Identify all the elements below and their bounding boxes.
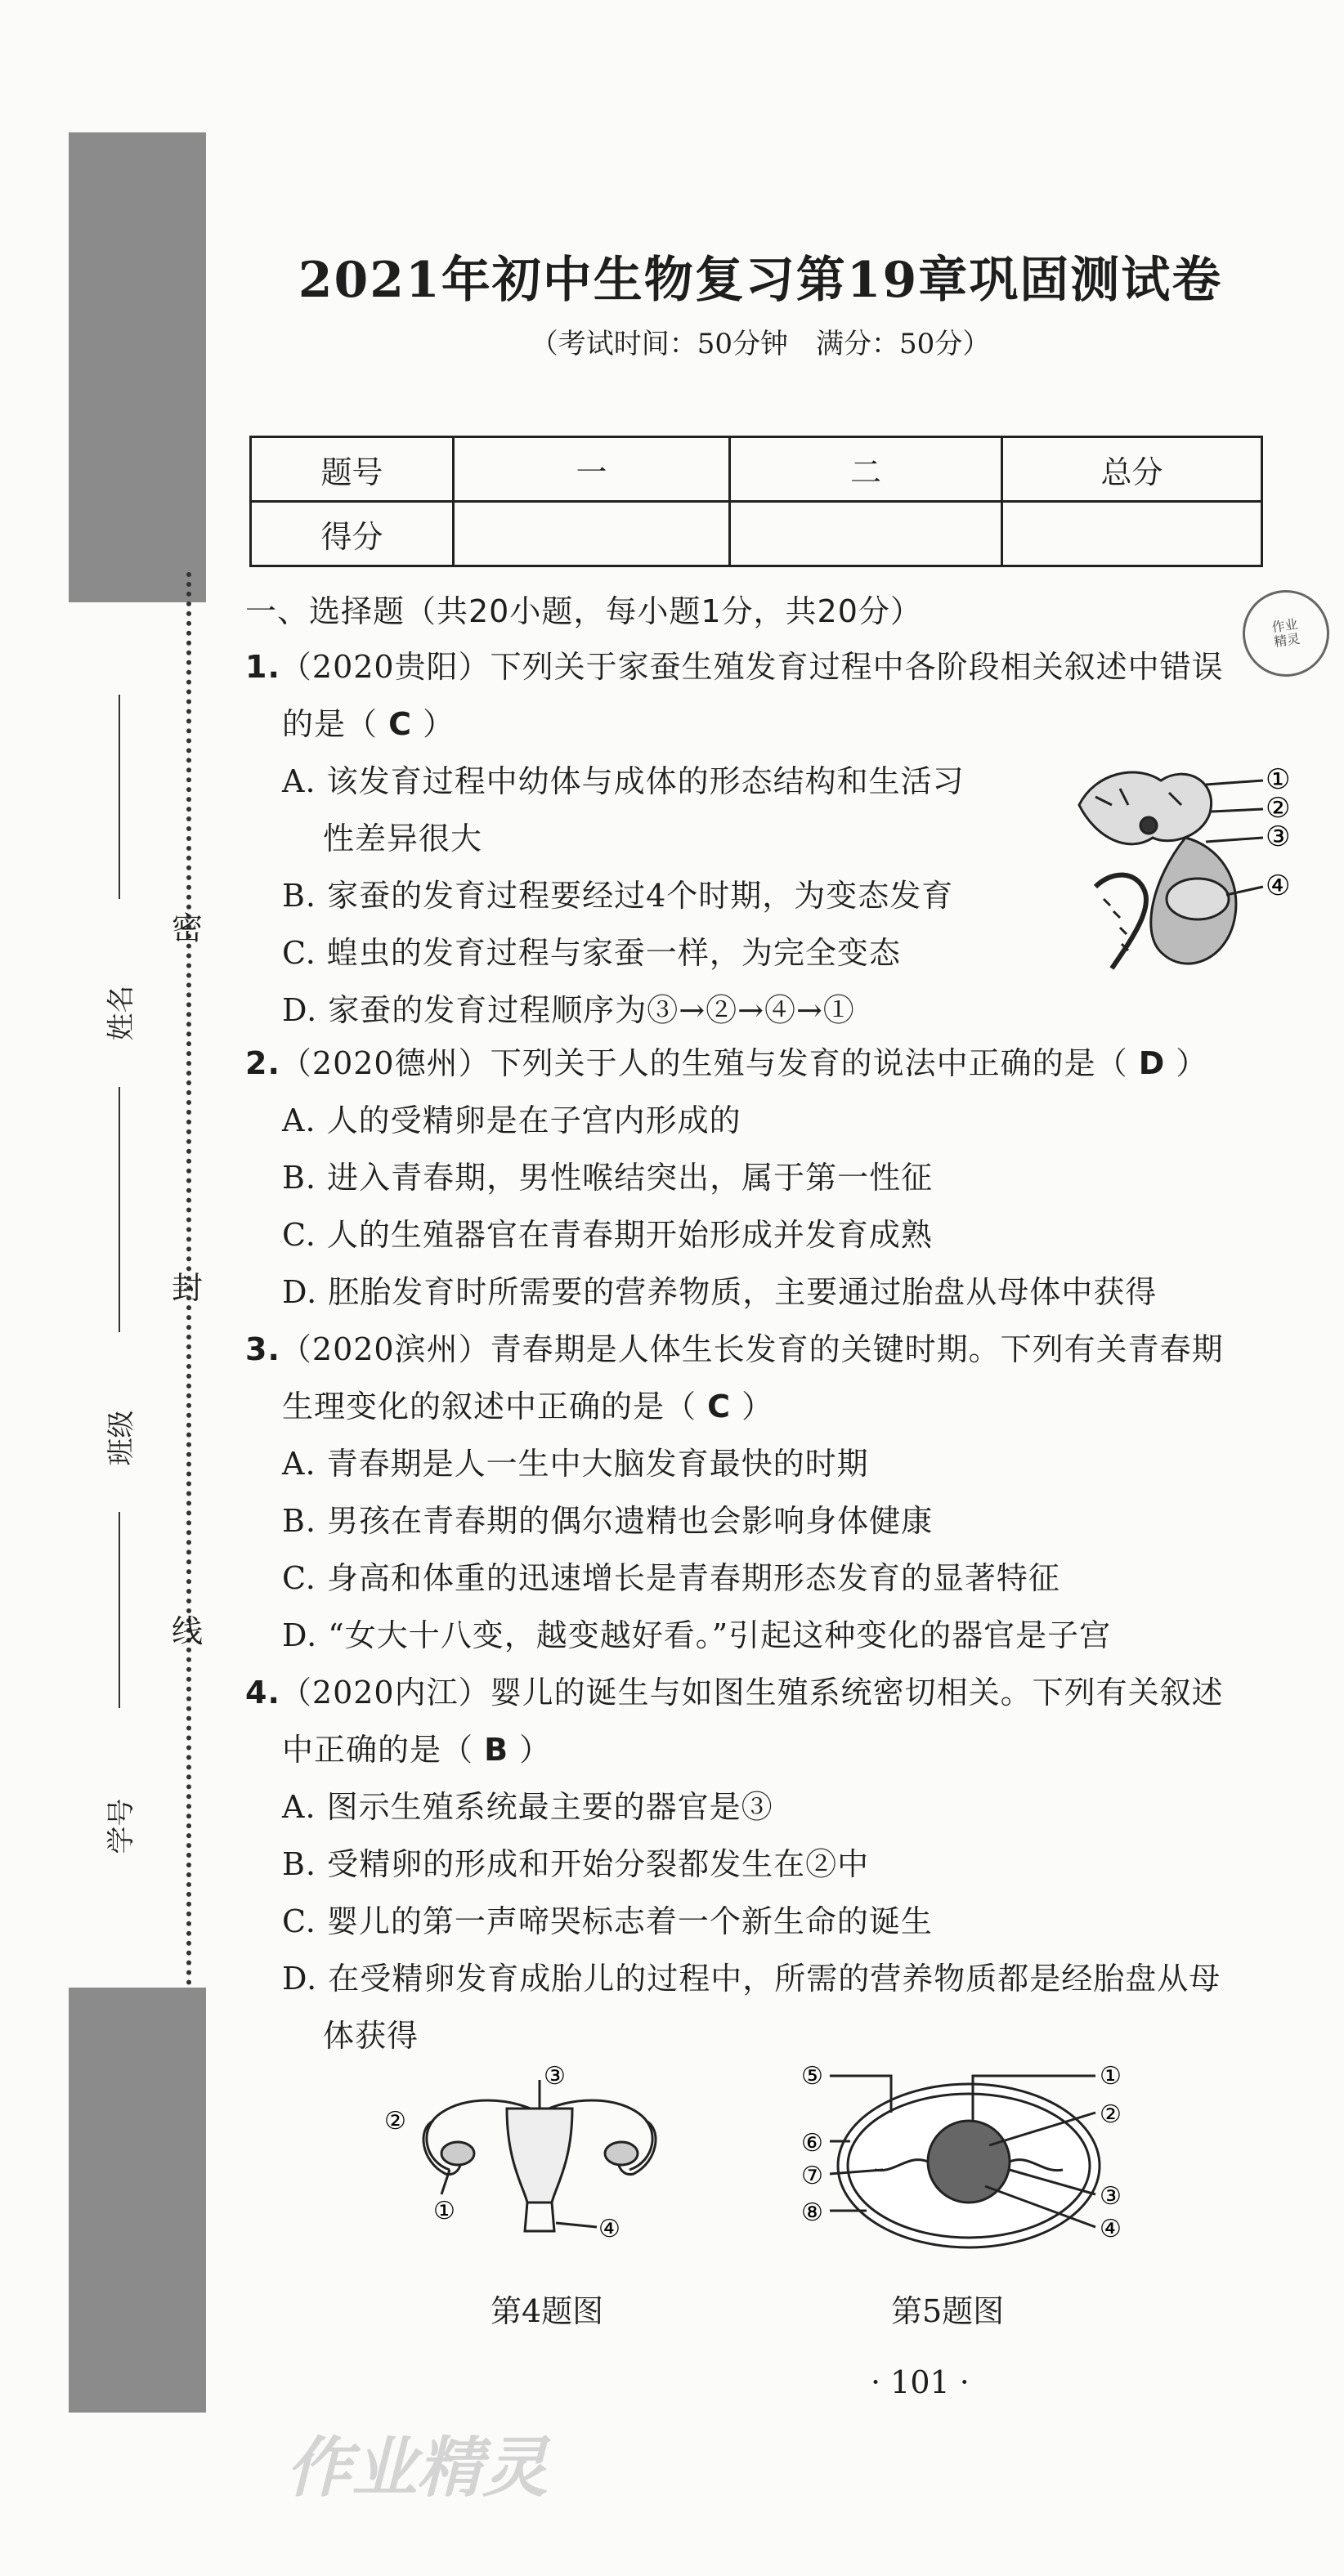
q1-option-b: B. 家蚕的发育过程要经过4个时期，为变态发育 xyxy=(282,878,954,914)
figure-label: ③ xyxy=(1266,821,1291,853)
question-text: ） xyxy=(519,1732,552,1768)
question-1-stem xyxy=(245,642,1224,686)
score-table-score-row xyxy=(251,502,1262,566)
q4-option-b: B. 受精卵的形成和开始分裂都发生在②中 xyxy=(282,1846,870,1882)
figure-label: ⑧ xyxy=(801,2198,823,2227)
question-text: （2020贵阳）下列关于家蚕生殖发育过程中各阶段相关叙述中错误 xyxy=(280,649,1224,685)
question-text: ） xyxy=(423,706,455,742)
field-label-name: 姓名 xyxy=(105,985,138,1041)
section-heading: 一、选择题（共20小题，每小题1分，共20分） xyxy=(245,593,922,629)
question-number: 2. xyxy=(245,1045,280,1081)
question-3-stem xyxy=(245,1324,1224,1369)
figure-label: ⑤ xyxy=(801,2062,823,2091)
question-number: 3. xyxy=(245,1331,280,1367)
figure-label: ② xyxy=(1266,792,1291,825)
q1-option-d: D. 家蚕的发育过程顺序为③→②→④→① xyxy=(282,992,855,1028)
binding-gray-block-bottom xyxy=(69,1988,206,2413)
stamp-seal xyxy=(1237,584,1335,682)
score-cell[interactable] xyxy=(1002,502,1262,566)
question-text: ） xyxy=(1176,1045,1208,1081)
score-row-label: 得分 xyxy=(251,502,454,566)
q4-option-d-cont: 体获得 xyxy=(323,2018,419,2054)
figure-5-caption: 第5题图 xyxy=(891,2293,1005,2329)
score-header-cell: 总分 xyxy=(1002,437,1262,502)
q3-option-d: D. “女大十八变，越变越好看。”引起这种变化的器官是子宫 xyxy=(282,1617,1112,1653)
question-4-stem-cont xyxy=(282,1724,551,1769)
q1-option-a: A. 该发育过程中幼体与成体的形态结构和生活习 xyxy=(282,763,965,799)
answer-mark: C xyxy=(707,1389,731,1424)
field-label-class: 班级 xyxy=(105,1410,138,1466)
question-text: （2020德州）下列关于人的生殖与发育的说法中正确的是（ xyxy=(280,1045,1128,1081)
stamp-text: 作业 精灵 xyxy=(1270,615,1301,651)
q1-option-a-cont: 性差异很大 xyxy=(323,821,483,856)
question-4-stem xyxy=(245,1667,1224,1712)
q4-option-c: C. 婴儿的第一声啼哭标志着一个新生命的诞生 xyxy=(282,1903,933,1939)
seal-char-xian: 线 xyxy=(172,1613,204,1649)
q3-option-c: C. 身高和体重的迅速增长是青春期形态发育的显著特征 xyxy=(282,1560,1060,1596)
score-cell[interactable] xyxy=(730,502,1002,566)
figure-label: ④ xyxy=(598,2215,620,2243)
figure-label: ⑦ xyxy=(801,2162,823,2190)
figure-4-caption: 第4题图 xyxy=(491,2293,604,2329)
watermark: 作业精灵 xyxy=(286,2430,548,2506)
figure-label: ① xyxy=(1100,2062,1122,2091)
answer-mark: D xyxy=(1138,1045,1166,1081)
q3-option-b: B. 男孩在青春期的偶尔遗精也会影响身体健康 xyxy=(282,1503,934,1539)
score-header-cell: 二 xyxy=(730,437,1002,502)
figure-label: ③ xyxy=(1100,2182,1122,2211)
binding-gray-block-top xyxy=(69,132,206,602)
question-2-stem xyxy=(245,1038,1207,1083)
q2-option-d: D. 胚胎发育时所需要的营养物质，主要通过胎盘从母体中获得 xyxy=(282,1274,1158,1310)
figure-label: ④ xyxy=(1100,2215,1122,2243)
q4-option-d: D. 在受精卵发育成胎儿的过程中，所需的营养物质都是经胎盘从母 xyxy=(282,1961,1221,1997)
figure-label: ④ xyxy=(1266,870,1291,902)
female-reproductive-system-figure xyxy=(384,2064,695,2252)
figure-label: ① xyxy=(433,2197,455,2225)
question-text: 生理变化的叙述中正确的是（ xyxy=(282,1389,697,1424)
figure-label: ③ xyxy=(544,2064,566,2091)
q4-option-a: A. 图示生殖系统最主要的器官是③ xyxy=(282,1789,773,1825)
page-number: · 101 · xyxy=(871,2364,970,2400)
figure-label: ② xyxy=(1100,2100,1122,2129)
score-cell[interactable] xyxy=(454,502,730,566)
q3-option-a: A. 青春期是人一生中大脑发育最快的时期 xyxy=(282,1446,869,1482)
field-line-name xyxy=(119,695,120,899)
question-number: 4. xyxy=(245,1675,280,1711)
q1-option-c: C. 蝗虫的发育过程与家蚕一样，为完全变态 xyxy=(282,935,901,971)
score-header-cell: 一 xyxy=(454,437,730,502)
field-label-id: 学号 xyxy=(105,1798,138,1854)
score-table xyxy=(249,436,1263,567)
silkworm-lifecycle-figure xyxy=(1063,748,1316,993)
exam-info: （考试时间：50分钟 满分：50分） xyxy=(530,328,991,360)
question-1-stem-cont xyxy=(282,699,455,744)
figure-label: ⑥ xyxy=(801,2129,823,2158)
q2-option-c: C. 人的生殖器官在青春期开始形成并发育成熟 xyxy=(282,1217,933,1253)
seal-char-mi: 密 xyxy=(172,910,204,946)
q2-option-a: A. 人的受精卵是在子宫内形成的 xyxy=(282,1102,741,1138)
score-header-cell: 题号 xyxy=(251,437,454,502)
answer-mark: C xyxy=(388,706,412,742)
answer-mark: B xyxy=(484,1732,509,1768)
question-text: ） xyxy=(741,1389,774,1424)
question-text: 中正确的是（ xyxy=(282,1732,474,1768)
question-text: 的是（ xyxy=(282,706,379,742)
figure-label: ① xyxy=(1266,763,1291,796)
question-text: （2020内江）婴儿的诞生与如图生殖系统密切相关。下列有关叙述 xyxy=(280,1675,1224,1711)
figure-label: ② xyxy=(384,2107,406,2135)
question-text: （2020滨州）青春期是人体生长发育的关键时期。下列有关青春期 xyxy=(280,1331,1224,1367)
egg-structure-figure xyxy=(793,2055,1136,2252)
page-title: 2021年初中生物复习第19章巩固测试卷 xyxy=(298,252,1223,309)
question-number: 1. xyxy=(245,649,280,685)
seal-char-feng: 封 xyxy=(172,1270,204,1306)
question-3-stem-cont xyxy=(282,1381,773,1426)
score-table-header-row xyxy=(251,437,1262,502)
q2-option-b: B. 进入青春期，男性喉结突出，属于第一性征 xyxy=(282,1160,934,1196)
field-line-class xyxy=(119,1087,120,1332)
field-line-id xyxy=(119,1512,120,1708)
